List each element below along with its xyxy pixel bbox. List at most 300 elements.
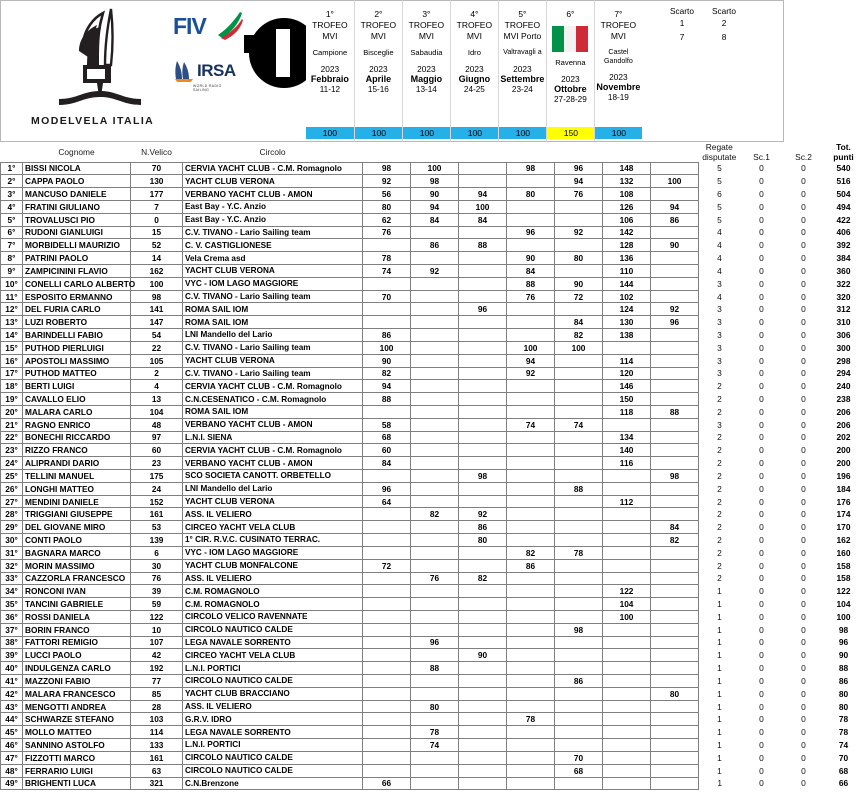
cell-sc2: 0 [801,419,806,430]
cell-event-3 [459,226,507,239]
cell-event-2 [411,482,459,495]
cell-regate-disputate: 1 [717,650,722,661]
table-row[interactable] [1,662,863,675]
cell-event-2 [411,713,459,726]
cell-club: CIRCOLO NAUTICO CALDE [183,623,363,636]
cell-club: L.N.I. PORTICI [183,662,363,675]
cell-sc2: 0 [801,688,806,699]
cell-event-3 [459,354,507,367]
cell-regate-disputate: 5 [717,163,722,174]
table-row[interactable] [1,341,863,354]
table-row[interactable] [1,277,863,290]
cell-sc1: 0 [759,458,764,469]
event-year: 2023 [417,64,436,75]
table-row[interactable] [1,777,863,790]
cell-event-1: 60 [363,444,411,457]
table-row[interactable] [1,623,863,636]
cell-event-4: 84 [507,265,555,278]
cell-sailnumber: 2 [131,367,183,380]
cell-event-5 [555,265,603,278]
event-mvi: MVI [466,30,482,41]
cell-event-2 [411,534,459,547]
cell-sc1: 0 [759,291,764,302]
cell-sailnumber: 152 [131,495,183,508]
cell-event-7 [651,418,699,431]
table-row[interactable] [1,508,863,521]
cell-event-7 [651,431,699,444]
cell-position: 21° [1,418,23,431]
cell-event-5 [555,367,603,380]
cell-event-1: 74 [363,265,411,278]
cell-event-5 [555,713,603,726]
cell-total-points: 80 [838,688,849,699]
cell-surname: ZAMPICININI FLAVIO [23,265,131,278]
cell-event-7 [651,380,699,393]
table-row[interactable] [1,675,863,688]
cell-event-4 [507,495,555,508]
cell-position: 23° [1,444,23,457]
cell-event-6 [603,777,651,790]
table-row[interactable] [1,162,863,175]
cell-event-5 [555,380,603,393]
cell-sc2: 0 [801,637,806,648]
cell-event-2: 76 [411,572,459,585]
event-coefficient: 100 [403,127,451,139]
cell-sailnumber: 192 [131,662,183,675]
cell-event-1 [363,636,411,649]
cell-event-7: 90 [651,239,699,252]
event-mvi: MVI [370,30,386,41]
cell-event-1 [363,508,411,521]
event-year: 2023 [465,64,484,75]
cell-event-5: 100 [555,341,603,354]
event-number: 5° [518,9,527,19]
cell-sc1: 0 [759,189,764,200]
cell-event-7: 88 [651,405,699,418]
cell-sc1: 0 [759,675,764,686]
cell-sc2: 0 [801,714,806,725]
cell-event-5 [555,303,603,316]
cell-event-6 [603,546,651,559]
event-trofeo: TROFEO [504,20,541,30]
table-row[interactable] [1,495,863,508]
table-row[interactable] [1,521,863,534]
cell-event-2 [411,585,459,598]
cell-sc2: 0 [801,227,806,238]
table-row[interactable] [1,393,863,406]
table-row[interactable] [1,482,863,495]
cell-regate-disputate: 6 [717,189,722,200]
cell-surname: MALARA FRANCESCO [23,687,131,700]
cell-event-5 [555,431,603,444]
col-event-1 [363,142,411,162]
cell-event-7 [651,623,699,636]
cell-event-3 [459,687,507,700]
cell-event-6: 118 [603,405,651,418]
cell-event-3 [459,495,507,508]
cell-event-5: 92 [555,226,603,239]
cell-sc1: 0 [759,483,764,494]
cell-event-2 [411,444,459,457]
cell-event-4 [507,213,555,226]
cell-sc1: 0 [759,470,764,481]
col-sc1-label: Sc.1 [753,152,770,162]
event-month: Novembre [596,82,641,93]
cell-event-5: 80 [555,252,603,265]
cell-sc2: 0 [801,253,806,264]
cell-event-5 [555,521,603,534]
cell-event-2: 78 [411,726,459,739]
cell-club: CIRCEO YACHT VELA CLUB [183,649,363,662]
table-row[interactable] [1,700,863,713]
table-body [1,162,863,790]
cell-total-points: 310 [836,317,851,328]
table-row[interactable] [1,713,863,726]
table-row[interactable] [1,764,863,777]
event-year: 2023 [320,64,340,75]
page-header [0,0,784,142]
event-place: Castel Gandolfo [603,48,633,65]
cell-regate-disputate: 2 [717,509,722,520]
table-row[interactable] [1,405,863,418]
cell-regate-disputate: 1 [717,752,722,763]
cell-sailnumber: 130 [131,175,183,188]
table-row[interactable] [1,354,863,367]
cell-event-7 [651,482,699,495]
cell-event-4 [507,777,555,790]
cell-surname: CAZZORLA FRANCESCO [23,572,131,585]
cell-total-points: 206 [836,406,851,417]
event-place: Campione [312,48,348,57]
cell-event-6 [603,508,651,521]
table-row[interactable] [1,598,863,611]
cell-position: 48° [1,764,23,777]
table-row[interactable] [1,649,863,662]
cell-sailnumber: 6 [131,546,183,559]
cell-event-4: 92 [507,367,555,380]
cell-sc2: 0 [801,624,806,635]
cell-sailnumber: 122 [131,610,183,623]
cell-event-5 [555,559,603,572]
cell-regate-disputate: 1 [717,611,722,622]
cell-club: CERVIA YACHT CLUB - C.M. Romagnolo [183,162,363,175]
cell-regate-disputate: 2 [717,573,722,584]
cell-surname: DEL GIOVANE MIRO [23,521,131,534]
cell-event-5: 86 [555,675,603,688]
cell-event-2 [411,277,459,290]
cell-regate-disputate: 4 [717,227,722,238]
cell-event-4 [507,329,555,342]
cell-position: 16° [1,354,23,367]
table-row[interactable] [1,303,863,316]
cell-regate-disputate: 1 [717,778,723,789]
cell-event-6: 130 [603,316,651,329]
cell-event-1: 68 [363,431,411,444]
table-row[interactable] [1,175,863,188]
table-row[interactable] [1,739,863,752]
table-row[interactable] [1,380,863,393]
cell-event-2: 82 [411,508,459,521]
cell-event-6 [603,713,651,726]
cell-event-3 [459,457,507,470]
table-row[interactable] [1,200,863,213]
event-coefficient: 100 [499,127,547,139]
cell-event-5 [555,636,603,649]
cell-event-4 [507,662,555,675]
table-row[interactable] [1,226,863,239]
cell-event-3 [459,290,507,303]
cell-event-1 [363,700,411,713]
table-row[interactable] [1,213,863,226]
cell-event-3: 100 [459,200,507,213]
cell-sailnumber: 54 [131,329,183,342]
cell-sailnumber: 63 [131,764,183,777]
cell-position: 24° [1,457,23,470]
cell-event-1: 90 [363,354,411,367]
cell-sailnumber: 10 [131,623,183,636]
cell-sc2: 0 [801,304,806,315]
table-row[interactable] [1,585,863,598]
cell-total-points: 494 [836,201,851,212]
cell-sc2: 0 [801,739,806,750]
cell-sc1: 0 [759,227,764,238]
cell-sailnumber: 48 [131,418,183,431]
scarto-1-value: 7 [679,32,685,42]
table-row[interactable] [1,431,863,444]
cell-surname: MANCUSO DANIELE [23,188,131,201]
cell-event-4 [507,380,555,393]
cell-sailnumber: 103 [131,713,183,726]
col-total-points [825,142,863,162]
table-row[interactable] [1,559,863,572]
cell-sailnumber: 139 [131,534,183,547]
scarto-2-index: 2 [721,18,727,28]
cell-event-6: 148 [603,162,651,175]
cell-event-4: 88 [507,277,555,290]
cell-sc2: 0 [801,534,806,545]
cell-position: 8° [1,252,23,265]
cell-sc1: 0 [759,355,764,366]
cell-sc2: 0 [801,496,806,507]
table-row[interactable] [1,290,863,303]
cell-event-1: 80 [363,200,411,213]
cell-event-3 [459,405,507,418]
cell-event-2: 96 [411,636,459,649]
cell-surname: TELLINI MANUEL [23,470,131,483]
cell-event-2 [411,649,459,662]
table-row[interactable] [1,726,863,739]
cell-sailnumber: 161 [131,508,183,521]
cell-event-1: 58 [363,418,411,431]
cell-event-2 [411,457,459,470]
cell-sc1: 0 [759,381,764,392]
cell-event-3 [459,739,507,752]
cell-event-6 [603,623,651,636]
cell-event-1: 100 [363,341,411,354]
event-mvi: MVI [418,30,434,41]
cell-event-7 [651,585,699,598]
cell-sc1: 0 [759,522,764,533]
cell-event-6: 114 [603,354,651,367]
cell-event-1: 78 [363,252,411,265]
table-row[interactable] [1,751,863,764]
col-event-2 [411,142,459,162]
cell-event-3 [459,444,507,457]
cell-event-6 [603,662,651,675]
cell-event-7: 100 [651,175,699,188]
table-row[interactable] [1,610,863,623]
cell-total-points: 300 [836,342,851,353]
cell-event-4 [507,239,555,252]
cell-sc1: 0 [759,329,764,340]
table-row[interactable] [1,687,863,700]
col-event-3 [459,142,507,162]
cell-sc2: 0 [801,586,806,597]
table-row[interactable] [1,329,863,342]
cell-event-2 [411,777,459,790]
cell-sailnumber: 114 [131,726,183,739]
cell-event-6 [603,534,651,547]
cell-event-5 [555,495,603,508]
cell-event-1: 96 [363,482,411,495]
table-row[interactable] [1,470,863,483]
table-row[interactable] [1,546,863,559]
table-row[interactable] [1,418,863,431]
cell-position: 47° [1,751,23,764]
cell-event-1 [363,598,411,611]
table-row[interactable] [1,534,863,547]
cell-sc1: 0 [759,278,764,289]
cell-event-3 [459,700,507,713]
cell-club: VERBANO YACHT CLUB - AMON [183,188,363,201]
cell-event-5 [555,534,603,547]
cell-total-points: 200 [836,445,851,456]
cell-total-points: 516 [836,176,851,187]
cell-position: 19° [1,393,23,406]
cell-sc1: 0 [759,534,764,545]
cell-surname: FATTORI REMIGIO [23,636,131,649]
cell-surname: MORBIDELLI MAURIZIO [23,239,131,252]
cell-event-4: 80 [507,188,555,201]
col-sc2 [783,142,825,162]
cell-event-7 [651,739,699,752]
cell-event-4 [507,521,555,534]
cell-event-5 [555,649,603,662]
cell-event-1: 56 [363,188,411,201]
cell-club: VYC - IOM LAGO MAGGIORE [183,277,363,290]
cell-position: 41° [1,675,23,688]
cell-surname: TRIGGIANI GIUSEPPE [23,508,131,521]
cell-event-7 [651,598,699,611]
cell-event-3 [459,623,507,636]
cell-position: 45° [1,726,23,739]
cell-total-points: 298 [836,355,851,366]
cell-event-7 [651,341,699,354]
cell-event-2 [411,393,459,406]
ranking-table-wrapper [0,142,854,790]
cell-club: LEGA NAVALE SORRENTO [183,726,363,739]
cell-event-5 [555,610,603,623]
cell-sc1: 0 [759,573,764,584]
cell-sc1: 0 [759,496,764,507]
cell-sailnumber: 177 [131,188,183,201]
cell-regate-disputate: 3 [717,304,722,315]
cell-sailnumber: 60 [131,444,183,457]
cell-event-3 [459,598,507,611]
event-trofeo: TROFEO [312,20,348,30]
cell-surname: FRATINI GIULIANO [23,200,131,213]
cell-event-2: 88 [411,662,459,675]
cell-event-5 [555,777,603,790]
ranking-table [0,142,863,790]
cell-event-4 [507,316,555,329]
cell-event-7 [651,559,699,572]
cell-event-3 [459,329,507,342]
cell-event-1: 66 [363,777,411,790]
col-total-line2: punti [833,152,854,162]
cell-event-7 [651,393,699,406]
event-number: 3° [422,9,431,19]
cell-sc2: 0 [801,406,806,417]
cell-event-5 [555,405,603,418]
table-row[interactable] [1,572,863,585]
cell-event-7 [651,675,699,688]
cell-event-7 [651,457,699,470]
event-trofeo: TROFEO [600,20,637,30]
cell-sc2: 0 [801,483,806,494]
table-row[interactable] [1,239,863,252]
event-coefficient: 100 [306,127,354,139]
table-row[interactable] [1,367,863,380]
table-row[interactable] [1,636,863,649]
cell-surname: BONECHI RICCARDO [23,431,131,444]
event-number: 2° [374,9,383,19]
cell-club: L.N.I. PORTICI [183,739,363,752]
cell-sc2: 0 [801,278,806,289]
cell-total-points: 170 [836,522,851,533]
cell-total-points: 78 [838,714,849,725]
cell-event-2: 74 [411,739,459,752]
cell-event-4 [507,405,555,418]
table-row[interactable] [1,444,863,457]
cell-sc2: 0 [801,727,806,738]
cell-club: YACHT CLUB VERONA [183,175,363,188]
table-row[interactable] [1,265,863,278]
table-row[interactable] [1,457,863,470]
table-row[interactable] [1,188,863,201]
event-place: Bisceglie [363,48,394,57]
cell-club: SCO SOCIETA CANOTT. ORBETELLO [183,470,363,483]
cell-regate-disputate: 1 [717,701,722,712]
table-row[interactable] [1,252,863,265]
cell-surname: LUCCI PAOLO [23,649,131,662]
scarto-1-label: Scarto [670,6,694,16]
cell-position: 26° [1,482,23,495]
table-row[interactable] [1,316,863,329]
cell-position: 31° [1,546,23,559]
event-trofeo: TROFEO [408,20,445,30]
cell-event-3: 82 [459,572,507,585]
cell-event-1: 98 [363,162,411,175]
cell-surname: APOSTOLI MASSIMO [23,354,131,367]
cell-sailnumber: 141 [131,303,183,316]
cell-event-6 [603,764,651,777]
cell-event-3 [459,559,507,572]
event-column-6 [546,0,594,142]
cell-event-5: 76 [555,188,603,201]
cell-event-4 [507,598,555,611]
cell-surname: SANNINO ASTOLFO [23,739,131,752]
